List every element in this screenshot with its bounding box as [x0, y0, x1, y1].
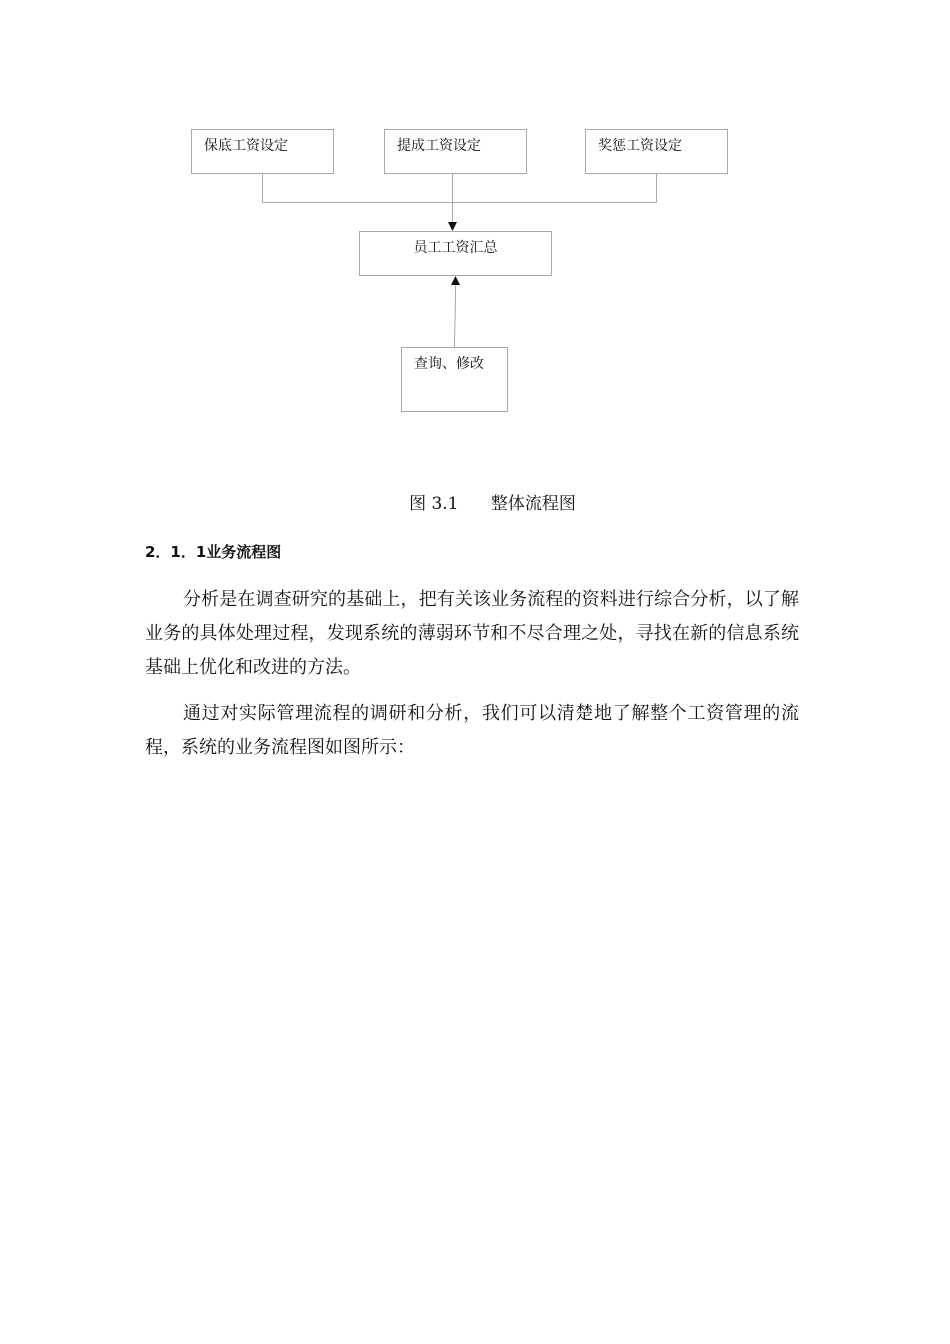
employee-salary-summary-label: 员工工资汇总: [413, 240, 498, 256]
connector-query-up: [455, 284, 456, 347]
query-modify-label: 查询、修改: [414, 356, 484, 372]
commission-salary-label: 提成工资设定: [397, 138, 481, 154]
arrowhead-from-query: [451, 276, 460, 285]
body-paragraph: 分析是在调查研究的基础上，把有关该业务流程的资料进行综合分析，以了解业务的具体处理过程，发现系统的薄弱环节和不尽合理之处，寻找在新的信息系统基础上优化和改进的方法。: [145, 589, 799, 678]
reward-penalty-salary-label: 奖惩工资设定: [598, 138, 682, 154]
figure-caption: 图 3.1 整体流程图: [409, 494, 576, 514]
base-salary-box: [191, 129, 334, 174]
overall-flow-diagram: [0, 0, 950, 470]
section-heading: 2．1．1业务流程图: [145, 543, 282, 561]
arrowhead-to-summary: [448, 222, 457, 231]
base-salary-label: 保底工资设定: [204, 138, 288, 154]
commission-salary-box: [384, 129, 527, 174]
employee-salary-summary-box: [359, 231, 552, 276]
reward-penalty-salary-box: [585, 129, 728, 174]
body-paragraph: 通过对实际管理流程的调研和分析，我们可以清楚地了解整个工资管理的流程，系统的业务流程图如图所示：: [145, 703, 799, 758]
query-modify-box: [401, 347, 508, 412]
